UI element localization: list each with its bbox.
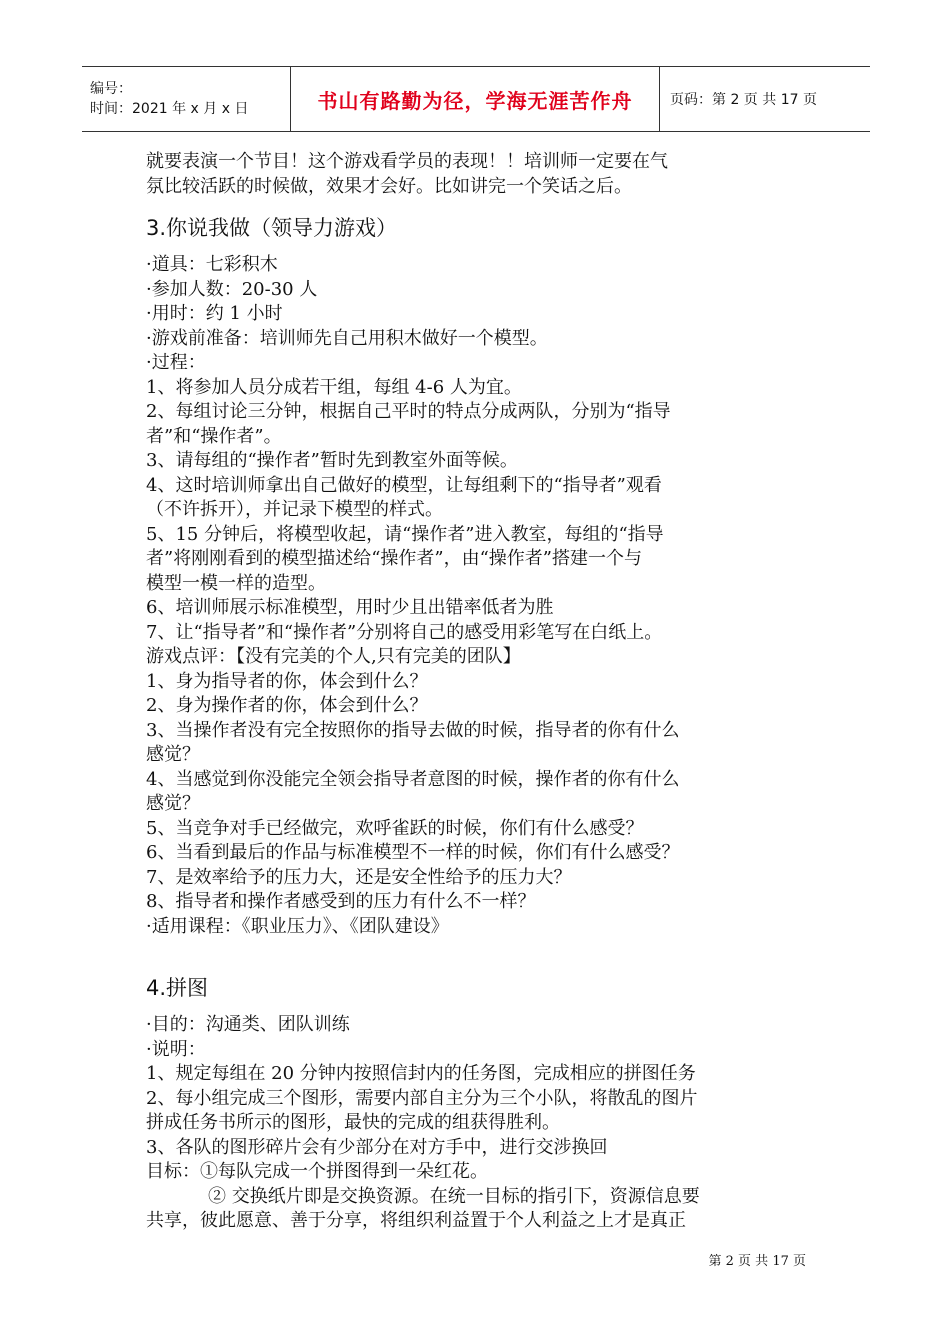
page-label: 页码：第 2 页 共 17 页 bbox=[670, 92, 817, 108]
time-label: 时间：2021 年 x 月 x 日 bbox=[90, 101, 249, 117]
body-line: 3、当操作者没有完全按照你的指导去做的时候，指导者的你有什么 bbox=[146, 719, 680, 741]
body-line: ·道具：七彩积木 bbox=[146, 254, 278, 275]
body-line: 6、当看到最后的作品与标准模型不一样的时候，你们有什么感受？ bbox=[146, 842, 680, 863]
body-line: 3、各队的图形碎片会有少部分在对方手中，进行交涉换回 bbox=[146, 1136, 608, 1158]
body-line: 4、当感觉到你没能完全领会指导者意图的时候，操作者的你有什么 bbox=[146, 768, 680, 790]
body-line: 1、规定每组在 20 分钟内按照信封内的任务图，完成相应的拼图任务 bbox=[146, 1063, 696, 1084]
body-line: ·说明： bbox=[146, 1038, 206, 1060]
body-line: 感觉？ bbox=[146, 744, 200, 765]
header-motto-cell bbox=[290, 67, 660, 131]
body-line: 6、培训师展示标准模型，用时少且出错率低者为胜 bbox=[146, 597, 554, 618]
body-line: 共享，彼此愿意、善于分享，将组织利益置于个人利益之上才是真正 bbox=[146, 1210, 686, 1231]
body-line: 5、15 分钟后，将模型收起，请“操作者”进入教室，每组的“指导 bbox=[146, 523, 664, 545]
body-line: 3、请每组的“操作者”暂时先到教室外面等候。 bbox=[146, 450, 518, 471]
body-line: 拼成任务书所示的图形，最快的完成的组获得胜利。 bbox=[146, 1112, 560, 1133]
header-page-cell bbox=[660, 67, 870, 131]
body-line: 者”和“操作者”。 bbox=[146, 425, 282, 447]
body-line: 者”将刚刚看到的模型描述给“操作者”，由“操作者”搭建一个与 bbox=[146, 548, 643, 569]
body-line: 1、将参加人员分成若干组，每组 4-6 人为宜。 bbox=[146, 376, 522, 398]
body-line: 8、指导者和操作者感受到的压力有什么不一样？ bbox=[146, 891, 536, 912]
body-line: ·游戏前准备：培训师先自己用积木做好一个模型。 bbox=[146, 327, 548, 349]
body-line: 2、每组讨论三分钟，根据自己平时的特点分成两队，分别为“指导 bbox=[146, 401, 671, 422]
body-line: 7、是效率给予的压力大，还是安全性给予的压力大？ bbox=[146, 866, 572, 888]
motto: 书山有路勤为径，学海无涯苦作舟 bbox=[317, 88, 633, 113]
body-line: 5、当竞争对手已经做完，欢呼雀跃的时候，你们有什么感受？ bbox=[146, 817, 644, 839]
body-line: 模型一模一样的造型。 bbox=[146, 572, 326, 594]
section-3-title: 3.你说我做（领导力游戏） bbox=[146, 216, 398, 240]
body-line: 目标：①每队完成一个拼图得到一朵红花。 bbox=[146, 1161, 488, 1182]
body-line: ·过程： bbox=[146, 352, 206, 373]
body-line: ·用时：约 1 小时 bbox=[146, 303, 283, 324]
body-line: 4、这时培训师拿出自己做好的模型，让每组剩下的“指导者”观看 bbox=[146, 474, 662, 496]
body-line: 感觉？ bbox=[146, 793, 200, 814]
body-line: 氛比较活跃的时候做，效果才会好。比如讲完一个笑话之后。 bbox=[146, 175, 632, 197]
header-meta bbox=[82, 67, 290, 131]
body-line: 2、身为操作者的你，体会到什么？ bbox=[146, 695, 428, 716]
body-line: 1、身为指导者的你，体会到什么？ bbox=[146, 670, 428, 692]
page-footer: 第 2 页 共 17 页 bbox=[708, 1254, 806, 1269]
body-line: ·参加人数：20-30 人 bbox=[146, 278, 318, 300]
body-line: 游戏点评：【没有完美的个人,只有完美的团队】 bbox=[146, 646, 521, 667]
page-header bbox=[82, 66, 870, 132]
body-line: 就要表演一个节目！这个游戏看学员的表现！！培训师一定要在气 bbox=[146, 151, 668, 172]
body-line: 2、每小组完成三个图形，需要内部自主分为三个小队，将散乱的图片 bbox=[146, 1087, 698, 1109]
section-4-title: 4.拼图 bbox=[146, 976, 209, 1000]
body-line: ·适用课程：《职业压力》、《团队建设》 bbox=[146, 915, 449, 937]
body-line: ·目的：沟通类、团队训练 bbox=[146, 1014, 350, 1035]
body-line: （不许拆开），并记录下模型的样式。 bbox=[146, 499, 443, 520]
number-label: 编号： bbox=[90, 81, 132, 97]
body-line-indented: ② 交换纸片即是交换资源。在统一目标的指引下，资源信息要 bbox=[208, 1185, 700, 1207]
document-body bbox=[146, 150, 826, 1234]
body-line: 7、让“指导者”和“操作者”分别将自己的感受用彩笔写在白纸上。 bbox=[146, 621, 663, 643]
